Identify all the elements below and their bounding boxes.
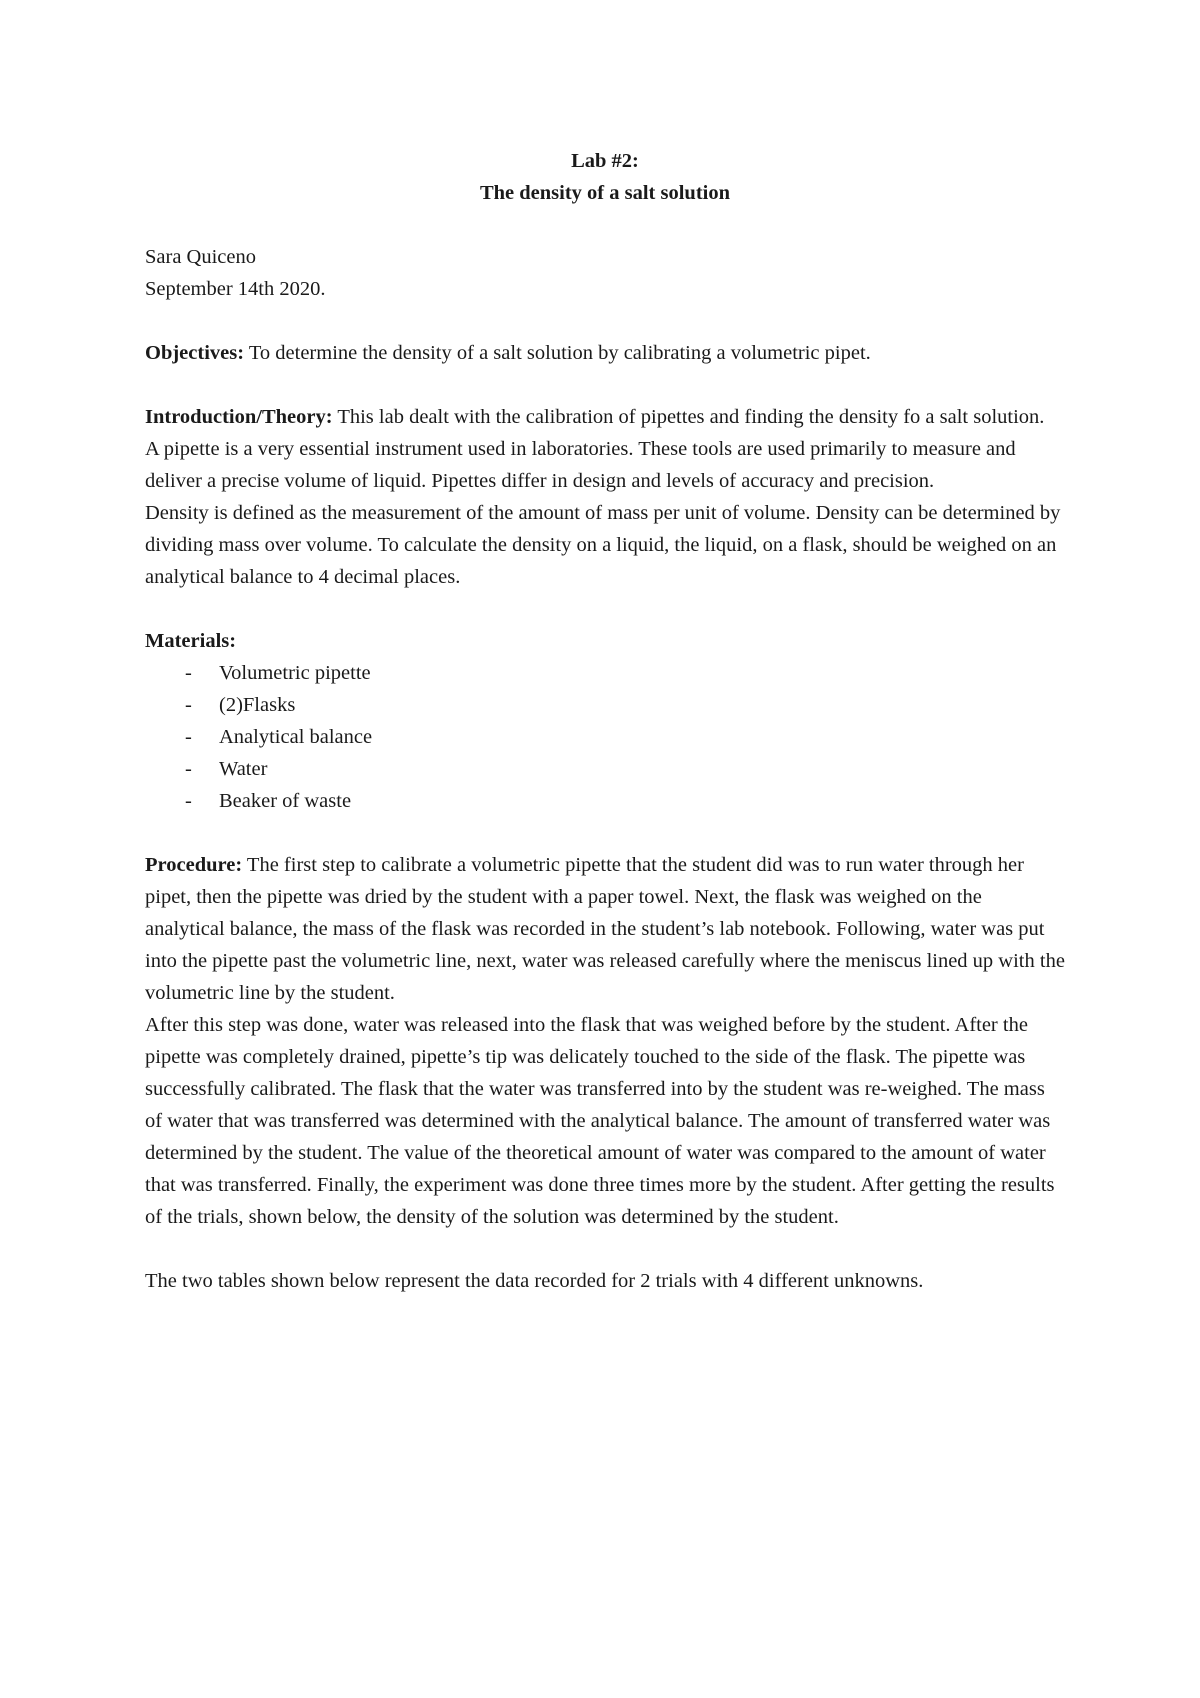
list-bullet: - xyxy=(185,694,192,716)
materials-list xyxy=(145,657,1065,817)
procedure-section xyxy=(145,849,1065,1233)
list-item xyxy=(145,689,1065,721)
list-item xyxy=(145,721,1065,753)
introduction-paragraph-1: This lab dealt with the calibration of pipettes and finding the density fo a salt solution. xyxy=(337,406,1045,428)
list-item xyxy=(145,753,1065,785)
author-block xyxy=(145,241,1065,305)
materials-section xyxy=(145,625,1065,817)
materials-heading: Materials: xyxy=(145,630,237,652)
closing-paragraph: The two tables shown below represent the data recorded for 2 trials with 4 different unknowns. xyxy=(145,1270,924,1292)
introduction-section xyxy=(145,401,1065,593)
procedure-heading: Procedure: xyxy=(145,854,243,876)
introduction-paragraph-3: Density is defined as the measurement of the amount of mass per unit of volume. Density can be determined by dividing mass over volume. To calculate the density on a liquid, the liquid, on a flask, should be weighed on an analytical balance to 4 decimal places. xyxy=(145,502,1061,588)
closing-section xyxy=(145,1265,1065,1297)
objectives-text: To determine the density of a salt solution by calibrating a volumetric pipet. xyxy=(248,342,871,364)
list-bullet: - xyxy=(185,758,192,780)
list-bullet: - xyxy=(185,726,192,748)
list-item xyxy=(145,785,1065,817)
title-line-2: The density of a salt solution xyxy=(479,182,731,204)
material-item: Analytical balance xyxy=(219,726,373,748)
introduction-paragraph-2: A pipette is a very essential instrument used in laboratories. These tools are used primarily to measure and deliver a precise volume of liquid. Pipettes differ in design and levels of accuracy and precision. xyxy=(145,438,1016,492)
list-bullet: - xyxy=(185,662,192,684)
material-item: Volumetric pipette xyxy=(219,662,371,684)
list-item xyxy=(145,657,1065,689)
material-item: Water xyxy=(219,758,268,780)
objectives-heading: Objectives: xyxy=(145,342,245,364)
introduction-heading: Introduction/Theory: xyxy=(145,406,333,428)
material-item: Beaker of waste xyxy=(219,790,352,812)
procedure-paragraph-1: The first step to calibrate a volumetric pipette that the student did was to run water through her pipet, then the pipette was dried by the student with a paper towel. Next, the flask was weighed on the analytical balance, the mass of the flask was recorded in the student’s lab notebook. Following, water was put into the pipette past the volumetric line, next, water was released carefully where the meniscus lined up with the volumetric line by the student. xyxy=(145,854,1065,1004)
report-date: September 14th 2020. xyxy=(145,278,326,300)
title-line-1: Lab #2: xyxy=(571,150,639,172)
document-page xyxy=(145,145,1065,1297)
procedure-paragraph-2: After this step was done, water was released into the flask that was weighed before by the student. After the pipette was completely drained, pipette’s tip was delicately touched to the side of the flask. The pipette was successfully calibrated. The flask that the water was transferred into by the student was re-weighed. The mass of water that was transferred was determined with the analytical balance. The amount of transferred water was determined by the student. The value of the theoretical amount of water was compared to the amount of water that was transferred. Finally, the experiment was done three times more by the student. After getting the results of the trials, shown below, the density of the solution was determined by the student. xyxy=(145,1014,1055,1228)
material-item: (2)Flasks xyxy=(219,694,296,716)
document-title xyxy=(145,145,1065,209)
author-name: Sara Quiceno xyxy=(145,246,256,268)
objectives-section xyxy=(145,337,1065,369)
list-bullet: - xyxy=(185,790,192,812)
